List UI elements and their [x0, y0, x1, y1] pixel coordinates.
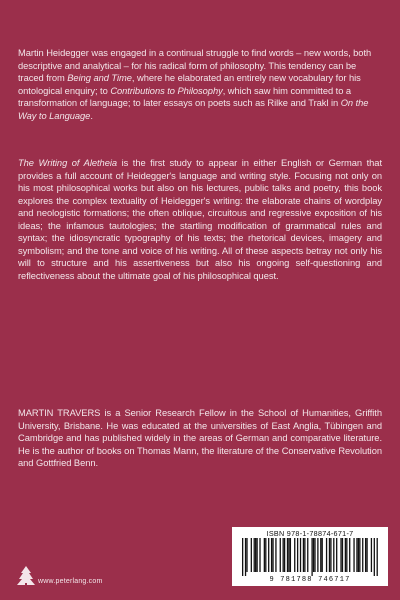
description-paragraph [18, 157, 382, 282]
barcode-bar [342, 538, 343, 572]
barcode-bar [377, 538, 378, 576]
barcode-bar [322, 538, 323, 572]
title-contributions: Contributions to Philosophy [110, 85, 223, 96]
barcode-bar [333, 538, 334, 572]
barcode-bar [272, 538, 273, 572]
barcode-bar [259, 538, 260, 572]
barcode-bar [313, 538, 314, 572]
barcode-bar [345, 538, 346, 572]
barcode-bar [297, 538, 298, 572]
barcode-bar [365, 538, 366, 572]
author-bio-text: MARTIN TRAVERS is a Senior Research Fellow in the School of Humanities, Griffith University, Brisbane. He was educated at the universities of East Anglia, Tübingen and Cambridge and has published widely in the areas of German and comparative literature. He is the author of books on Thomas Mann, the literature of the Conservative Revolution and Gottfried Benn. [18, 408, 382, 468]
intro-paragraph [18, 47, 382, 122]
barcode-bar [317, 538, 318, 572]
barcode-bar [336, 538, 337, 572]
barcode-bar [359, 538, 360, 572]
barcode-bar [254, 538, 255, 572]
barcode-bar [346, 538, 347, 572]
isbn-barcode [232, 527, 388, 586]
barcode-bar [371, 538, 372, 572]
barcode-bar [242, 538, 243, 576]
barcode-bar [320, 538, 321, 572]
barcode-bar [284, 538, 285, 572]
barcode-bar [245, 538, 246, 576]
barcode-bar [330, 538, 331, 572]
barcode-bar [374, 538, 375, 576]
author-bio-paragraph [18, 407, 382, 470]
intro-text-1: Martin Heidegger was engaged in a continual struggle to find words – new words, both descriptive and analytical – for his radical form of philosophy. This tendency can be traced from [18, 48, 372, 83]
barcode-bar [288, 538, 289, 572]
barcode-bar [294, 538, 295, 572]
isbn-label: ISBN 978-1-78874-671-7 [266, 529, 354, 538]
peter-lang-logo-icon [14, 565, 38, 587]
barcode-bar [290, 538, 291, 572]
barcode-bar [246, 538, 247, 572]
barcode-bar [255, 538, 256, 572]
title-being-and-time: Being and Time [67, 73, 132, 83]
barcode-bar [329, 538, 330, 572]
barcode-bar [283, 538, 284, 572]
book-title: The Writing of Aletheia [18, 158, 118, 168]
barcode-bar [265, 538, 266, 572]
barcode-bar [303, 538, 304, 572]
publisher-url[interactable]: www.peterlang.com [38, 578, 103, 585]
barcode-bar [251, 538, 252, 572]
barcode-bar [304, 538, 305, 572]
barcode-bar [311, 538, 312, 576]
intro-text-2: , where he elaborated an entirely new vocabulary for his ontological enquiry; to [18, 73, 361, 96]
barcode-bar [287, 538, 288, 572]
intro-text-3: , which saw him committed to a transformation of language; to later essays on poets such as Rilke and Trakl in [18, 85, 352, 108]
barcode-bar [340, 538, 341, 572]
barcode-icon [242, 538, 378, 576]
barcode-bar [326, 538, 327, 572]
barcode-digits: 9 781788 746717 [269, 576, 351, 584]
barcode-bar [275, 538, 276, 572]
barcode-bar [300, 538, 301, 572]
barcode-bar [356, 538, 357, 572]
barcode-bar [353, 538, 354, 572]
barcode-bar [366, 538, 367, 572]
barcode-bar [280, 538, 281, 572]
description-text: is the first study to appear in either English or German that provides a full account of Heidegger's language and writing style. Focusing not only on his most philosophical works but also on his lectures, public talks and poetry, this book explores the complex textuality of Heidegger's writing: the elaborate chains of wordplay and neologistic formations; the often oblique, circuitous and regressive exposition of his ideas; the infamous tautologies; the startling modification of grammatical rules and syntax; the idiosyncratic typography of his texts; the rhetorical devices, imagery and symbolism; and the tone and voice of his writing. All of these aspects betray not only his will to structure and his assertiveness but also his ongoing self-questioning and reflectiveness about the ultimate goal of his philosophical quest. [18, 158, 383, 281]
intro-text-4: . [90, 110, 93, 121]
barcode-bar [256, 538, 257, 572]
barcode-bar [264, 538, 265, 572]
barcode-bar [349, 538, 350, 572]
barcode-bar [307, 538, 308, 572]
barcode-bar [362, 538, 363, 572]
barcode-bar [271, 538, 272, 572]
barcode-bar [358, 538, 359, 572]
barcode-bar [314, 538, 315, 572]
barcode-bar [268, 538, 269, 572]
title-on-the-way-to-language: On the Way to Language [18, 98, 369, 121]
